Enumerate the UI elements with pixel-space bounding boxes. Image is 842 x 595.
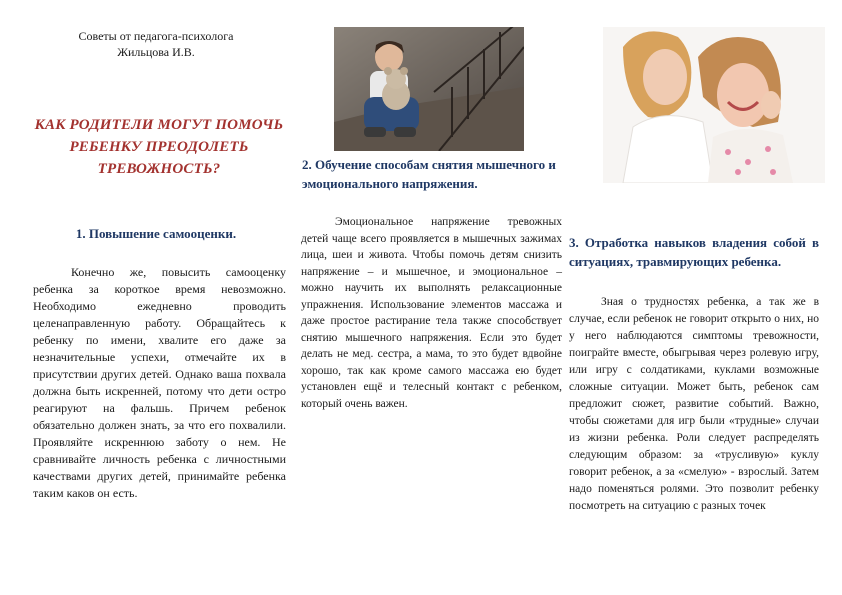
section-3-text: Зная о трудностях ребенка, а так же в случае, если ребенок не говорит открыто о них, но у него наблюдаются симптомы тревожности, поиграйте вместе, обыгрывая через ролевую игру, или игру с солдатиками, куклами возможные сложные ситуации. Может быть, ребенок сам предложит сюжет, развитие событий. Важно, чтобы сюжетами для игр были «трудные» случаи из жизни ребенка. Роли следует распределять следующим образом: за «трусливую» куклу говорит ребенок, а за «смелую» - взрослый. Затем надо поменяться ролями. Это позволит ребенку посмотреть на ситуацию с разных точек (569, 296, 819, 512)
section-2-heading: 2. Обучение способам снятия мышечного и эмоционального напряжения. (302, 157, 556, 191)
author-line-2: Жильцова И.В. (117, 45, 195, 59)
brochure-title: КАК РОДИТЕЛИ МОГУТ ПОМОЧЬ РЕБЕНКУ ПРЕОДОЛЕТЬ ТРЕВОЖНОСТЬ? (34, 117, 284, 177)
section-2-text: Эмоциональное напряжение тревожных детей чаще всего проявляется в мышечных зажимах лица, шеи и живота. Чтобы помочь детям снизить напряжение – и мышечное, и эмоциональное – можно научить их выполнять релаксационные упражнения. Использование элементов массажа и даже простое растирание тела также способствует снятию мышечного напряжения. Если это будет делать не мед. сестра, а мама, то это будет вдвойне хорошо, так как кроме самого массажа ею будет установлен ещё и телесный контакт с ребенком, который очень важен. (301, 216, 562, 410)
mother-and-daughter-illustration (603, 27, 825, 183)
column-3 (565, 0, 842, 595)
section-1-heading: 1. Повышение самооценки. (75, 226, 237, 241)
column-2 (290, 0, 565, 595)
author-line-1: Советы от педагога-психолога (78, 29, 234, 43)
photo-child-with-teddy-bear (334, 27, 524, 151)
column-1 (0, 0, 290, 595)
section-1-text: Конечно же, повысить самооценку ребенка за короткое время невозможно. Необходимо ежедневно проводить целенаправленную работу. Обращайтесь к ребенку по имени, хвалите его даже за незначительные успехи, отмечайте их в присутствии других детей. Однако ваша похвала должна быть искренней, потому что дети остро реагируют на фальшь. Причем ребенок обязательно должен знать, за что его похвалили. Проявляйте искреннюю заботу о нем. Не сравнивайте личность ребенка с личностными качествами других детей, принимайте ребенка таким каков он есть. (33, 265, 286, 500)
child-on-stairs-illustration (334, 27, 524, 151)
author-block (40, 28, 272, 60)
photo-mother-comforting-crying-girl (603, 27, 825, 183)
section-3-heading: 3. Отработка навыков владения собой в ситуациях, травмирующих ребенка. (569, 235, 819, 269)
